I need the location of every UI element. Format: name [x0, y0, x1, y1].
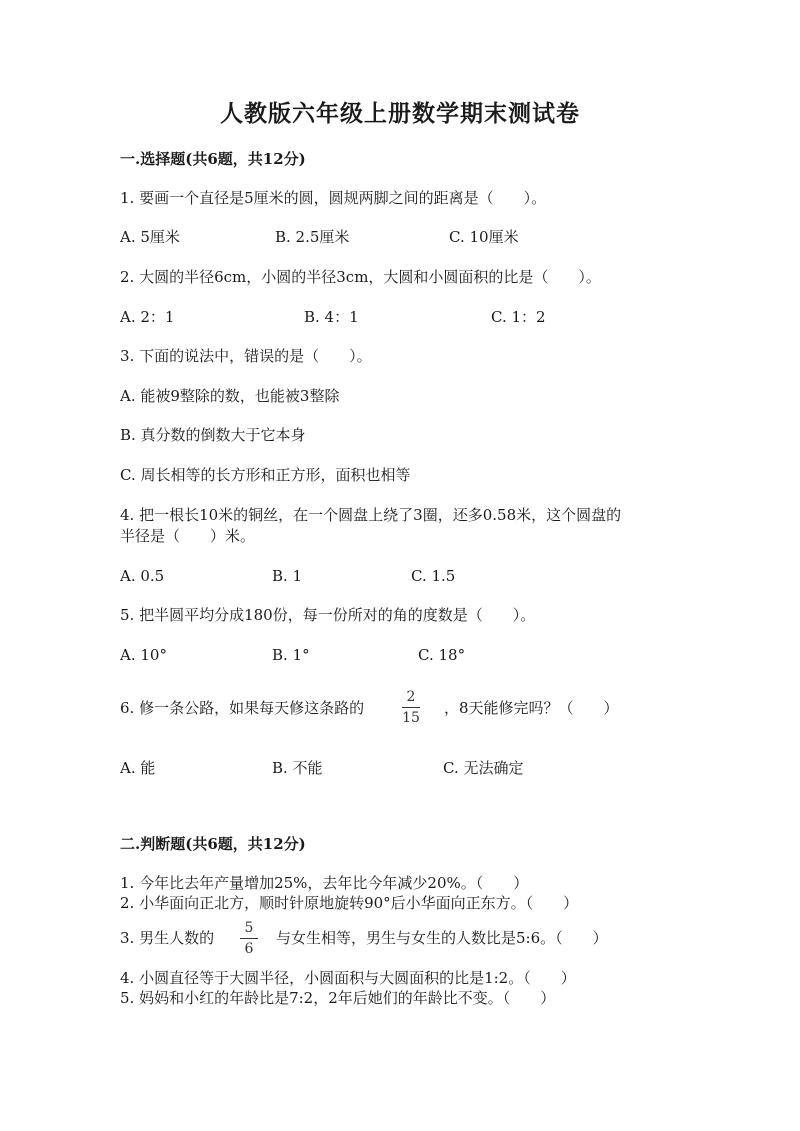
question-6-text-after: ，8天能修完吗？（ ）: [444, 699, 619, 717]
j3-fraction-numerator: 5: [244, 920, 254, 936]
q6-option-a: A. 能: [120, 759, 156, 777]
q2-option-b: B. 4：1: [304, 308, 359, 326]
q4-option-a: A. 0.5: [120, 567, 165, 585]
q6-option-c: C. 无法确定: [443, 759, 524, 777]
question-1-text: 1. 要画一个直径是5厘米的圆，圆规两脚之间的距离是（ ）。: [120, 189, 547, 207]
q6-fraction: [402, 689, 420, 726]
question-4-text-line1: 4. 把一根长10米的铜丝，在一个圆盘上绕了3圈，还多0.58米，这个圆盘的: [120, 506, 622, 524]
judgement-3-text-after: 与女生相等，男生与女生的人数比是5:6。（ ）: [276, 929, 608, 947]
question-2-text: 2. 大圆的半径6cm，小圆的半径3cm，大圆和小圆面积的比是（ ）。: [120, 268, 601, 286]
j3-fraction-denominator: 6: [244, 941, 254, 957]
q3-option-b: B. 真分数的倒数大于它本身: [120, 426, 306, 444]
q1-option-a: A. 5厘米: [120, 228, 180, 246]
judgement-5-text: 5. 妈妈和小红的年龄比是7:2，2年后她们的年龄比不变。（ ）: [120, 989, 556, 1007]
judgement-3-text-before: 3. 男生人数的: [120, 929, 215, 947]
q5-option-a: A. 10°: [120, 646, 167, 664]
q1-option-c: C. 10厘米: [449, 228, 519, 246]
q6-fraction-numerator: 2: [406, 689, 416, 705]
j3-fraction: [240, 920, 258, 957]
page-title: 人教版六年级上册数学期末测试卷: [220, 100, 580, 127]
question-6-text-before: 6. 修一条公路，如果每天修这条路的: [120, 699, 365, 717]
section-heading-choice: 一.选择题(共6题，共12分): [120, 150, 306, 168]
judgement-4-text: 4. 小圆直径等于大圆半径，小圆面积与大圆面积的比是1:2。（ ）: [120, 969, 576, 987]
q3-option-c: C. 周长相等的长方形和正方形，面积也相等: [120, 466, 411, 484]
fraction-bar: [240, 938, 258, 939]
q3-option-a: A. 能被9整除的数，也能被3整除: [120, 387, 340, 405]
question-5-text: 5. 把半圆平均分成180份，每一份所对的角的度数是（ ）。: [120, 606, 536, 624]
judgement-1-text: 1. 今年比去年产量增加25%，去年比今年减少20%。（ ）: [120, 874, 529, 892]
q4-option-b: B. 1: [272, 567, 303, 585]
q6-option-b: B. 不能: [272, 759, 323, 777]
q5-option-b: B. 1°: [272, 646, 310, 664]
question-4-text-line2: 半径是（ ）米。: [120, 527, 256, 545]
judgement-2-text: 2. 小华面向正北方，顺时针原地旋转90°后小华面向正东方。（ ）: [120, 894, 579, 912]
q5-option-c: C. 18°: [418, 646, 466, 664]
question-3-text: 3. 下面的说法中，错误的是（ ）。: [120, 347, 372, 365]
fraction-bar: [402, 707, 420, 708]
q2-option-c: C. 1：2: [491, 308, 546, 326]
q2-option-a: A. 2：1: [120, 308, 175, 326]
q4-option-c: C. 1.5: [411, 567, 456, 585]
q6-fraction-denominator: 15: [402, 710, 420, 726]
q1-option-b: B. 2.5厘米: [275, 228, 350, 246]
section-heading-judgement: 二.判断题(共6题，共12分): [120, 835, 306, 853]
